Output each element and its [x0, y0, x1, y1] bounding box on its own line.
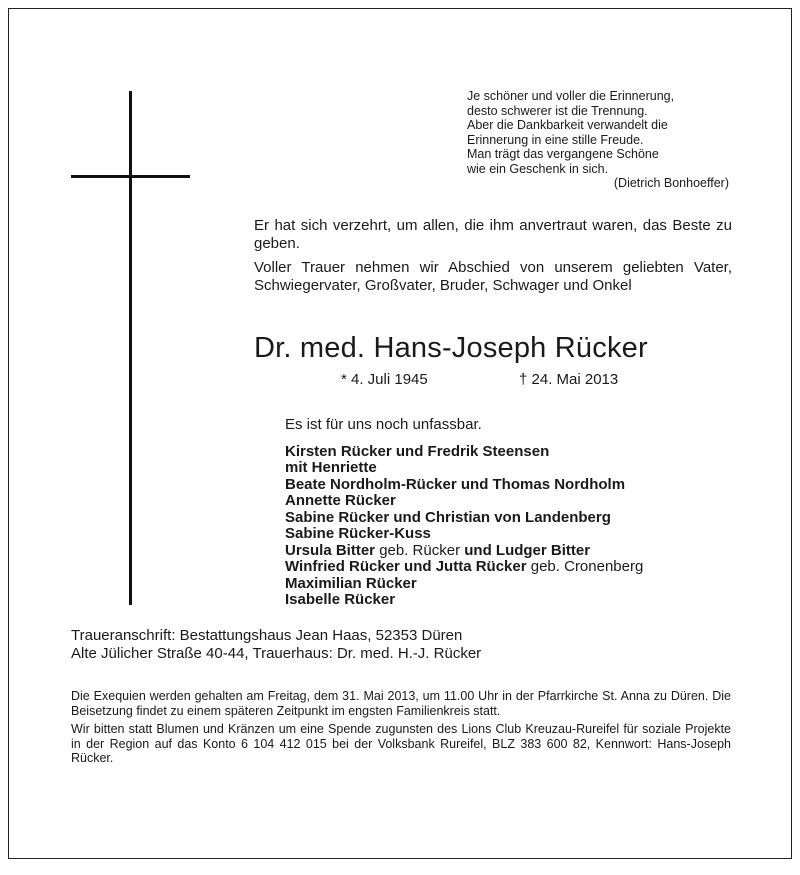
donation-paragraph: Wir bitten statt Blumen und Kränzen um eine Spende zugunsten des Lions Club Kreuzau-Rureifel für soziale Projekte in der Region auf das Konto 6 104 412 015 bei der Volksbank Rureifel, BLZ 383 600 82, Kennwort: Hans-Joseph Rücker.: [71, 722, 731, 765]
mourners-list: [285, 417, 705, 609]
mourner-name: mit Henriette: [285, 459, 377, 476]
mourner-name: Isabelle Rücker: [285, 591, 396, 608]
service-paragraph: Die Exequien werden gehalten am Freitag, dem 31. Mai 2013, um 11.00 Uhr in der Pfarrkirche St. Anna zu Düren. Die Beisetzung findet zu einem späteren Zeitpunkt im engsten Familienkreis statt.: [71, 689, 731, 718]
address-line-2: Alte Jülicher Straße 40-44, Trauerhaus: Dr. med. H.-J. Rücker: [71, 645, 482, 662]
poem-line: Aber die Dankbarkeit verwandelt die: [467, 118, 668, 132]
mourner-maiden-name: geb. Cronenberg: [526, 558, 644, 575]
poem-line: desto schwerer ist die Trennung.: [467, 103, 648, 118]
death-date: † 24. Mai 2013: [519, 371, 619, 388]
mourner-name: Maximilian Rücker: [285, 574, 417, 592]
poem-line: wie ein Geschenk in sich.: [467, 161, 609, 176]
mourner-name: und Ludger Bitter: [464, 541, 591, 559]
mourner-row: [285, 526, 705, 543]
poem-line: Erinnerung in eine stille Freude.: [467, 132, 644, 147]
cross-horizontal-bar: [71, 175, 190, 178]
mourner-name: Ursula Bitter: [285, 541, 376, 559]
mourner-name: Kirsten Rücker und Fredrik Steensen: [285, 442, 550, 460]
address-line-1: Traueranschrift: Bestattungshaus Jean Haas, 52353 Düren: [71, 627, 463, 644]
mourner-row: [285, 477, 705, 494]
mourner-rows: [285, 444, 705, 609]
service-information: [71, 689, 731, 770]
mourner-name: Beate Nordholm-Rücker und Thomas Nordholm: [285, 475, 626, 493]
mourners-lead: Es ist für uns noch unfassbar.: [285, 416, 482, 433]
poem-line: Je schöner und voller die Erinnerung,: [467, 89, 675, 103]
mourner-row: [285, 510, 705, 527]
mourner-row: [285, 559, 705, 576]
intro-text: [254, 217, 732, 301]
mourner-row: [285, 444, 705, 461]
mourner-name: Sabine Rücker-Kuss: [285, 525, 431, 542]
mourner-row: [285, 460, 705, 477]
intro-paragraph-2: Voller Trauer nehmen wir Abschied von unserem geliebten Vater, Schwiegervater, Großvater, Bruder, Schwager und Onkel: [254, 259, 732, 294]
mourner-name: Winfried Rücker und Jutta Rücker: [285, 558, 527, 575]
poem-attribution: (Dietrich Bonhoeffer): [613, 176, 729, 190]
mourner-name: Sabine Rücker und Christian von Landenberg: [285, 508, 611, 526]
poem: [467, 89, 747, 191]
deceased-name: Dr. med. Hans-Joseph Rücker: [254, 332, 648, 364]
mourner-name: Annette Rücker: [285, 492, 396, 509]
mourning-address: [71, 627, 711, 663]
poem-line: Man trägt das vergangene Schöne: [467, 147, 659, 161]
cross-vertical-bar: [129, 91, 132, 605]
mourner-row: [285, 576, 705, 593]
obituary-notice: [8, 8, 792, 859]
mourner-row: [285, 543, 705, 560]
intro-paragraph-1: Er hat sich verzehrt, um allen, die ihm anvertraut waren, das Beste zu geben.: [254, 217, 732, 252]
mourner-row: [285, 592, 705, 609]
mourner-row: [285, 493, 705, 510]
mourner-maiden-name: geb. Rücker: [375, 541, 465, 559]
birth-date: * 4. Juli 1945: [341, 371, 428, 388]
